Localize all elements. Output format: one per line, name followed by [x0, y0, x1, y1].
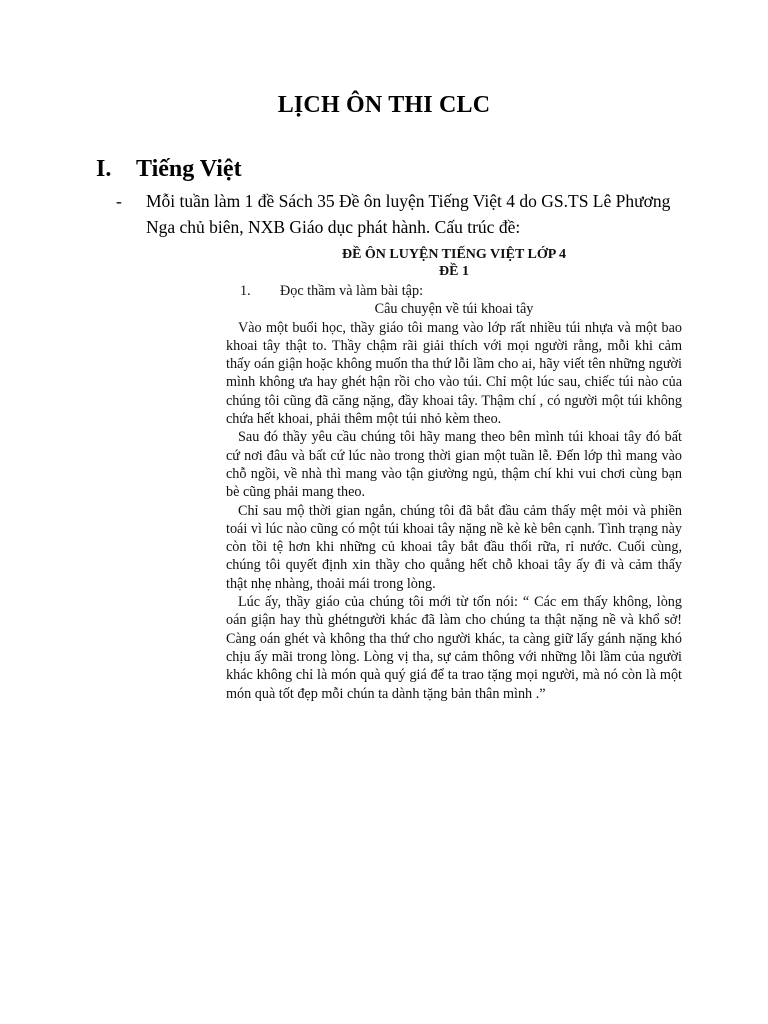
story-paragraph: Sau đó thầy yêu cầu chúng tôi hãy mang theo bên mình túi khoai tây đó bất cứ nơi đâu và bất cứ lúc nào trong thời gian một tuần lễ. Đến lớp thì mang vào chỗ ngồi, về nhà thì mang vào tận giường ngủ, thậm chí khi vui chơi cùng bạn bè cũng phải mang theo. — [226, 429, 682, 501]
section-heading — [96, 156, 242, 183]
exam-item-label: Đọc thầm và làm bài tập: — [280, 283, 424, 299]
exam-item-number: 1. — [240, 283, 251, 299]
embedded-exam-page — [226, 246, 682, 703]
story-title: Câu chuyện về túi khoai tây — [374, 301, 534, 318]
story-paragraph: Lúc ấy, thầy giáo của chúng tôi mới từ tốn nói: “ Các em thấy không, lòng oán giận hay thù ghétngười khác đã làm cho chúng ta thật nặng nề và khổ sở! Càng oán ghét và không tha thứ cho người khác, ta càng giữ lấy gánh nặng khó chịu ấy mãi trong lòng. Lòng vị tha, sự cảm thông với những lỗi lầm của người khác không chỉ là món quà quý giá để ta trao tặng mọi người, mà nó còn là một món quà tốt đẹp mỗi chún ta dành tặng bản thân mình .” — [226, 594, 682, 702]
bullet-item — [116, 188, 676, 240]
exam-item — [226, 282, 682, 300]
story-paragraph: Vào một buổi học, thầy giáo tôi mang vào lớp rất nhiều túi nhựa và một bao khoai tây thật to. Thầy chậm rãi giải thích với mọi người rằng, mỗi khi cảm thấy oán giận hoặc không muốn tha thứ lỗi lầm cho ai, hãy viết tên những người mình không ưa hay ghét hận rồi cho vào túi. Chỉ một lúc sau, chiếc túi nào của chúng tôi cũng đã căng nặng, đầy khoai tây. Thậm chí , có người một túi không chứa hết khoai, phải thêm một túi nhỏ kèm theo. — [226, 319, 682, 428]
document-title: LỊCH ÔN THI CLC — [277, 92, 491, 118]
exam-title: ĐỀ ÔN LUYỆN TIẾNG VIỆT LỚP 4 — [341, 247, 567, 262]
section-number: I. — [96, 156, 112, 182]
bullet-text: Mỗi tuần làm 1 đề Sách 35 Đề ôn luyện Tiếng Việt 4 do GS.TS Lê Phương Nga chủ biên, NXB Giáo dục phát hành. Cấu trúc đề: — [146, 191, 671, 237]
exam-subtitle: ĐỀ 1 — [439, 264, 469, 279]
section-title: Tiếng Việt — [136, 156, 242, 182]
story-paragraph: Chỉ sau mộ thời gian ngắn, chúng tôi đã bắt đầu cảm thấy mệt mỏi và phiền toái vì lúc nào cũng có một túi khoai tây nặng nề kè kè bên cạnh. Tình trạng này còn tồi tệ hơn khi những củ khoai tây bắt đầu thối rữa, rỉ nước. Cuối cùng, chúng tôi quyết định xin thầy cho quẳng hết chỗ khoai tây ấy đi và cảm thấy thật nhẹ nhàng, thoải mái trong lòng. — [226, 502, 682, 592]
bullet-dash: - — [116, 191, 122, 211]
